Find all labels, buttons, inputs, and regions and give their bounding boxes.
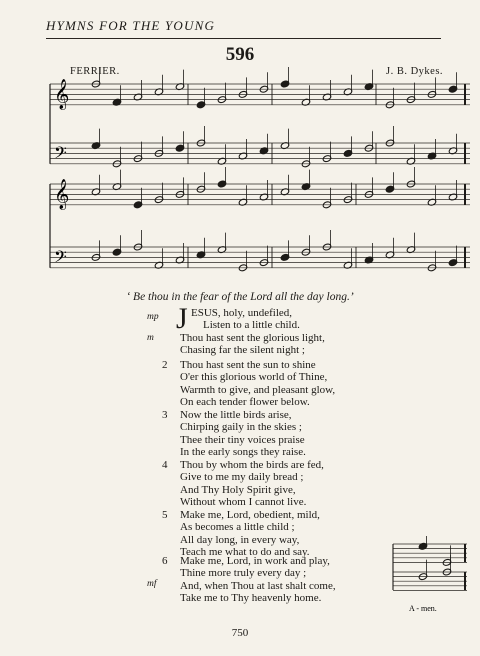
- verse-5: [180, 509, 320, 559]
- verse-number: 5: [162, 509, 168, 521]
- running-head: HYMNS FOR THE YOUNG: [46, 18, 216, 33]
- verse-2: [180, 359, 335, 409]
- verse-line: Teach me what to do and say.: [180, 546, 310, 559]
- treble-clef-icon: 𝄞: [54, 179, 70, 210]
- verse-line: And Thy Holy Spirit give,: [180, 483, 296, 496]
- hymn-number: 596: [225, 44, 255, 65]
- verse-line: Warmth to give, and pleasant glow,: [180, 383, 336, 396]
- verse-line: Without whom I cannot live.: [180, 496, 307, 509]
- verse-line: Give to me my daily bread ;: [180, 471, 304, 484]
- amen-score: [389, 536, 471, 616]
- composer: J. B. Dykes.: [386, 66, 444, 77]
- verse-line: In the early songs they raise.: [180, 446, 306, 459]
- verse-line: Listen to a little child.: [203, 319, 300, 332]
- bass-clef-icon: 𝄢: [54, 142, 67, 167]
- staff-systems: [50, 67, 470, 272]
- verse-line: Thou hast sent the sun to shine: [180, 359, 316, 371]
- verse-line: Thine more truly every day ;: [180, 567, 307, 580]
- verse-line: Thou hast sent the glorious light,: [180, 332, 325, 344]
- drop-cap: J: [176, 302, 188, 335]
- verse-line: Make me, Lord, in work and play,: [180, 555, 330, 567]
- verse-line: On each tender flower below.: [180, 396, 310, 409]
- verse-line: O'er this glorious world of Thine,: [180, 371, 328, 384]
- dynamic-m: m: [147, 333, 154, 343]
- verse-1-cont: [180, 332, 325, 357]
- verse-line: Make me, Lord, obedient, mild,: [180, 509, 320, 521]
- verse-line: Now the little birds arise,: [180, 409, 292, 421]
- amen-staves: [393, 536, 467, 590]
- amen-text: A - men.: [409, 604, 437, 613]
- verse-line: ESUS, holy, undefiled,: [191, 307, 293, 319]
- epigraph: ‘ Be thou in the fear of the Lord all the day long.’: [126, 291, 354, 303]
- verse-number: 2: [162, 359, 168, 371]
- verse-line: Thou by whom the birds are fed,: [180, 459, 324, 471]
- verse-line: Thee their tiny voices praise: [180, 433, 305, 446]
- verse-number: 3: [162, 409, 168, 421]
- verse-line: As becomes a little child ;: [180, 521, 295, 534]
- verse-line: All day long, in every way,: [180, 533, 300, 546]
- verse-1: [191, 307, 300, 332]
- verse-line: Chirping gaily in the skies ;: [180, 421, 302, 434]
- verse-3: [180, 409, 306, 459]
- verse-number: 4: [162, 459, 168, 471]
- dynamic-mf: mf: [147, 579, 157, 589]
- verse-line: And, when Thou at last shalt come,: [180, 579, 336, 592]
- dynamic-mp: mp: [147, 312, 159, 322]
- verse-line: Chasing far the silent night ;: [180, 344, 305, 357]
- page-number: 750: [231, 627, 249, 639]
- verse-number: 6: [162, 555, 168, 567]
- tune-name: FERRIER.: [70, 66, 120, 77]
- music-score: [0, 0, 480, 290]
- verse-6: [180, 555, 336, 605]
- verse-line: Take me to Thy heavenly home.: [180, 592, 322, 605]
- treble-clef-icon: 𝄞: [54, 79, 70, 110]
- bass-clef-icon: 𝄢: [54, 246, 67, 271]
- verse-4: [180, 459, 324, 509]
